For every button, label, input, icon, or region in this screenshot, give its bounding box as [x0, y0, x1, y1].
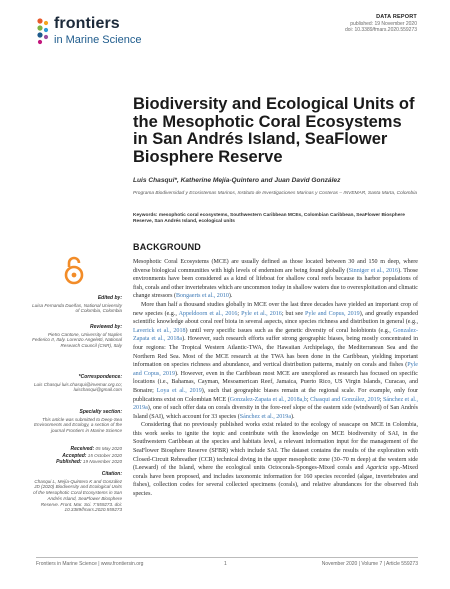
footer-divider — [36, 557, 418, 558]
citation-link[interactable]: Pyle and Copus, 2019 — [305, 310, 360, 317]
citation-link[interactable]: Gonzalez-Zapata et al., 2018a — [133, 327, 418, 343]
brand-word: frontiers — [54, 15, 120, 32]
affiliation: Programa Biodiversidad y Ecosistemas Marinos, Instituto de Investigaciones Marinas y Costeras – INVEMAR, Santa Marta, Colombia — [133, 191, 417, 196]
citation-link[interactable]: Appeldoorn et al., 2016 — [178, 310, 238, 317]
citation-link[interactable]: Pyle and Copus, 2019 — [133, 362, 418, 377]
citation-link[interactable]: Pyle et al., 2016 — [241, 310, 282, 317]
paragraph-2: More than half a thousand studies globally in MCE over the last three decades have yielded an important crop of new species (e.g., Appeldoorn et al., 2016; Pyle et al., 2016; but see Pyle and Copus, 2019), and greatly expanded scientific knowledge about coral reef biota in several aspects, since species richness and distribution in general (e.g., Laverick et al., 2018) until very specific issues such as the genetic diversity of coral holobionts (e.g., Gonzalez-Zapata et al., 2018a). However, such research efforts suffer strong geographic biases, being mostly concentrated in four regions: The Tropical Western Atlantic-TWA, the Hawaiian Archipelago, the Mediterranean Sea and the Northern Red Sea. Most of the MCE research at the TWA has been done in the Caribbean, yielding important information on species richness and abundance, and vertical distribution patterns, mainly on corals and fishes (Pyle and Copus, 2019). However, even in the Caribbean most MCE are unexplored as research has focused on specific locations (i.e., Bahamas, Cayman, Mesoamerican Reef, Jamaica, Puerto Rico, US Virgin Islands, Curacao, and Bonaire; Loya et al., 2019), such that geographic biases remain at the regional scale. For example, only four publications exist on Colombian MCE (Gonzalez-Zapata et al., 2018a,b; Chasqui and González, 2019; Sánchez et al., 2019a), one of such offer data on corals diversity in the fore-reef slope of the eastern side (windward) of San Andrés Island (SAI), which account for 33 species (Sánchez et al., 2019a). — [133, 301, 418, 420]
edited-by: Edited by: Luisa Fernanda Dueñas, National University of Colombia, Colombia — [32, 295, 122, 314]
journal-logo[interactable] — [36, 14, 156, 50]
article-type: DATA REPORT — [376, 14, 417, 20]
paragraph-3: Considering that no previously published works exist related to the ecology of seascape on MCE in Colombia, this work seeks to ignite the topic and contribute with the knowledge on MCE biodiversity of SAI, in the Southwestern Caribbean at the species and habitats level, a relevant information input for the management of the SeaFlower Biosphere Reserve (SFBR) which include SAI. The dataset contains the results of the exploration with Closed-Circuit Rebreather (CCR) technical diving in the upper mesophotic zone (30–70 m deep) at the western side (Leeward) of the Island, where the ecological units Octocorals-Sponges-Mixed corals and Agaricia spp.-Mixed corals have been proposed, and includes taxonomic information for 160 species recorded (algae, invertebrates and fishes), collection codes for several collected specimens (corals), and relative abundances for the observed fish species. — [133, 422, 418, 498]
dates: Received: 05 May 2020 Accepted: 15 October 2020 Published: 19 November 2020 — [56, 446, 122, 466]
author-list[interactable]: Luis Chasqui*, Katherine Mejía-Quintero and Juan David González — [133, 177, 341, 184]
citation-block: Citation: Chasqui L, Mejía-Quintero K and González JD (2020) Biodiversity and Ecological Units of the Mesophotic Coral Ecosystems in San Andrés Island, SeaFlower Biosphere Reserve. Front. Mar. Sci. 7:559273. doi: 10.3389/fmars.2020.559273 — [33, 471, 122, 513]
keywords-label: Keywords: — [133, 213, 158, 218]
citation-link[interactable]: Sinniger et al., 2016 — [348, 267, 399, 274]
keywords — [133, 213, 418, 226]
doi-link[interactable]: doi: 10.3389/fmars.2020.559273 — [345, 27, 417, 34]
section-heading: BACKGROUND — [133, 242, 201, 252]
footer-journal-link[interactable]: Frontiers in Marine Science | www.frontiersin.org — [36, 561, 144, 567]
keywords-text: mesophotic coral ecosystems, Southwestern Caribbean MCEs, Colombian Caribbean, SeaFlower Biosphere Reserve, San Andrés Island, ecological units — [133, 213, 405, 225]
article-meta — [345, 14, 417, 34]
editor-name[interactable]: Luisa Fernanda Dueñas, National University of Colombia, Colombia — [32, 302, 122, 314]
open-access-icon — [63, 255, 85, 285]
specialty-section: Specialty section: This article was submitted to Deep-Sea Environments and Ecology, a section of the journal Frontiers in Marine Science — [33, 409, 122, 434]
citation-link[interactable]: Sánchez et al., 2019a — [239, 413, 292, 420]
article-title: Biodiversity and Ecological Units of the Mesophotic Coral Ecosystems in San Andrés Island, SeaFlower Biosphere Reserve — [133, 95, 415, 166]
citation-link[interactable]: Chasqui and González, 2019 — [310, 396, 380, 403]
citation-link[interactable]: Loya et al., 2019 — [156, 387, 202, 394]
page-number: 1 — [224, 561, 227, 567]
frontiers-logo-icon — [36, 17, 50, 45]
citation-link[interactable]: Bongaerts et al., 2010 — [176, 293, 229, 300]
correspondence-email[interactable]: Luis Chasqui luis.chasqui@invemar.org.co; luischasqui@gmail.com — [34, 381, 122, 393]
article-body — [133, 258, 418, 499]
reviewed-by: Reviewed by: Pietro Cantone, University of Naples Federico II, Italy. Lorenzo Angeletti, National Research Council (CNR), Italy — [32, 324, 122, 349]
citation-link[interactable]: Sánchez et al., 2019a — [133, 396, 418, 412]
footer-issue-info: November 2020 | Volume 7 | Article 559273 — [321, 561, 418, 567]
paragraph-1: Mesophotic Coral Ecosystems (MCE) are usually defined as those located between 30 and 150 m deep, where diverse biological communities with high levels of endemism are being found globally (Sinniger et al., 2016). Those environments have been considered as a kind of lifeboat for shallow coral reefs because its harbor populations of fish, corals and other invertebrates which are uncommon today in shallow waters due to overexploitation and climatic change stressors (Bongaerts et al., 2010). — [133, 259, 418, 300]
journal-name: in Marine Science — [54, 34, 142, 46]
citation-link[interactable]: Gonzalez-Zapata et al., 2018a,b — [229, 396, 307, 403]
correspondence: *Correspondence: Luis Chasqui luis.chasqui@invemar.org.co; luischasqui@gmail.com — [34, 374, 122, 393]
reviewer-names[interactable]: Pietro Cantone, University of Naples Federico II, Italy. Lorenzo Angeletti, National Research Council (CNR), Italy — [32, 331, 122, 349]
citation-link[interactable]: Laverick et al., 2018 — [133, 327, 186, 334]
published-line: published: 19 November 2020 — [350, 20, 417, 27]
